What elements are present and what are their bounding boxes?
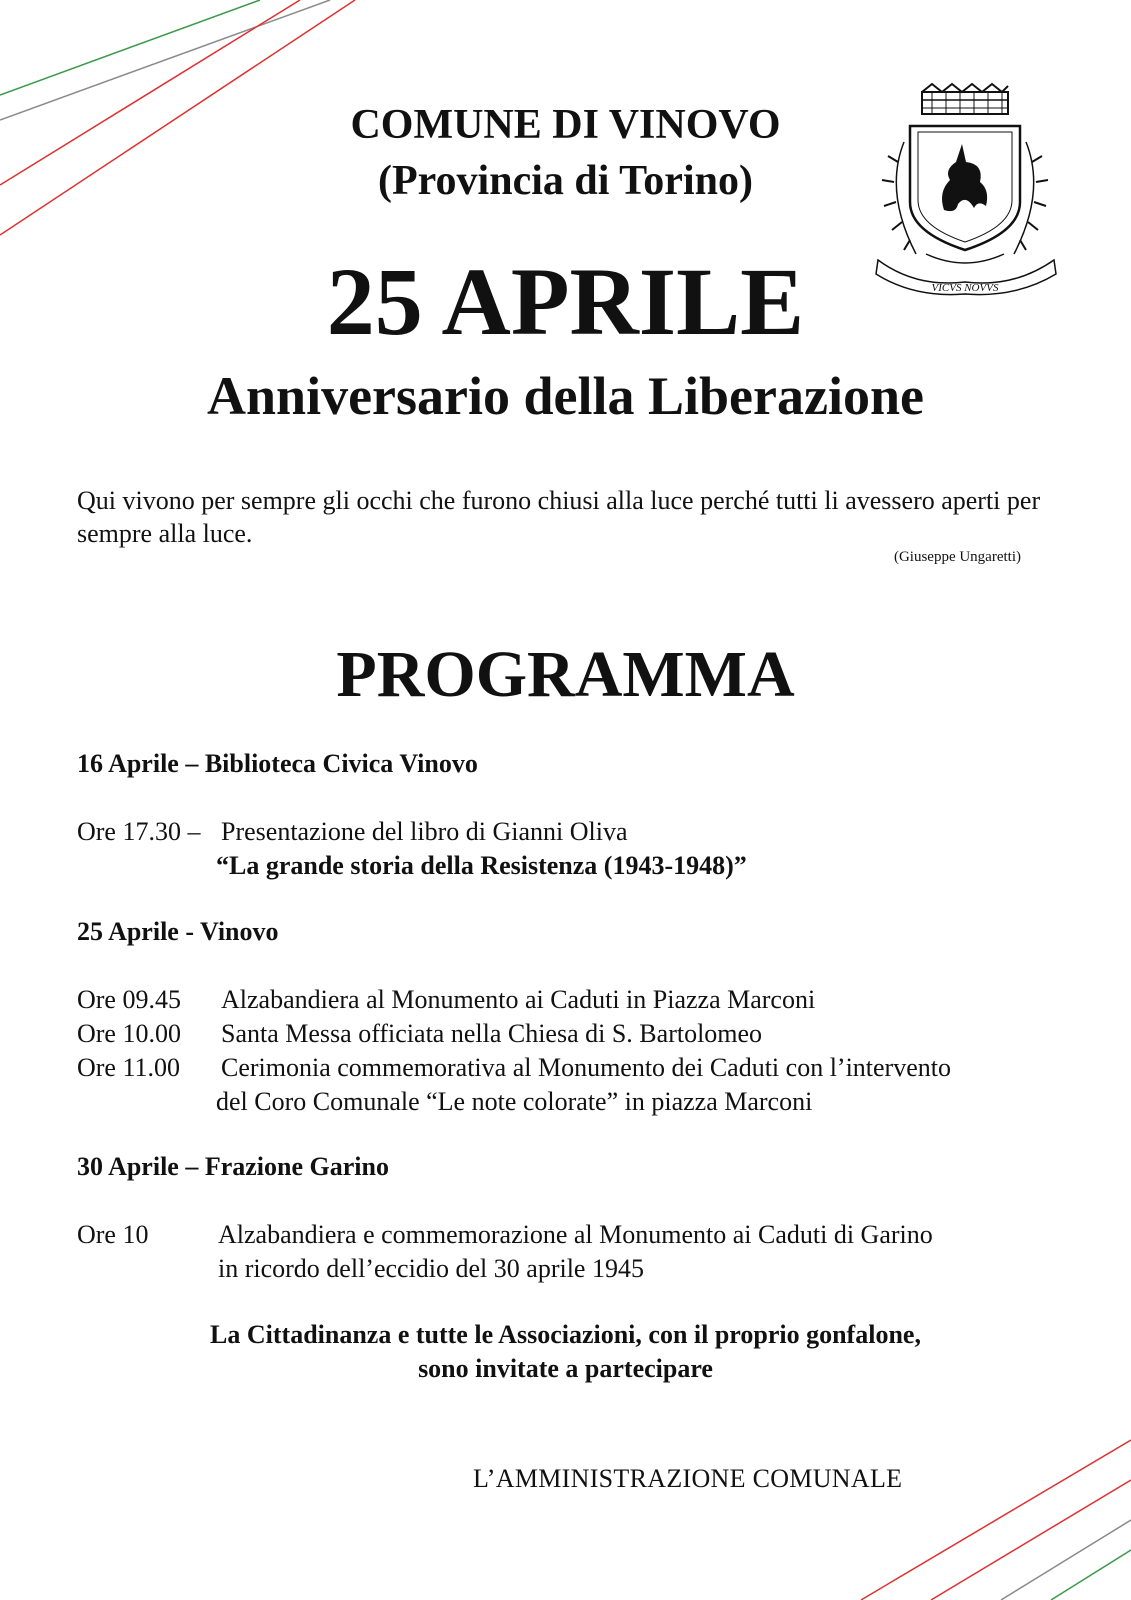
section-30-aprile-title: 30 Aprile – Frazione Garino <box>77 1152 389 1181</box>
emblem-motto: VICVS NOVVS <box>931 282 999 294</box>
programma-heading: PROGRAMMA <box>336 638 795 711</box>
comune-title: COMUNE DI VINOVO <box>350 102 781 148</box>
section-25-aprile-title: 25 Aprile - Vinovo <box>77 917 279 946</box>
item-time: Ore 10.00 <box>77 1019 181 1048</box>
item-desc: Alzabandiera al Monumento ai Caduti in Piazza Marconi <box>221 985 816 1014</box>
section-30-aprile-desc-continuation: in ricordo dell’eccidio del 30 aprile 1945 <box>218 1254 644 1283</box>
event-subtitle: Anniversario della Liberazione <box>207 366 924 426</box>
invitation-line-1: La Cittadinanza e tutte le Associazioni, con il proprio gonfalone, <box>210 1320 921 1349</box>
item-time: Ore 09.45 <box>77 985 181 1014</box>
signature: L’AMMINISTRAZIONE COMUNALE <box>473 1464 903 1493</box>
section-16-aprile-time: Ore 17.30 – <box>77 817 201 846</box>
section-30-aprile-desc: Alzabandiera e commemorazione al Monumento ai Caduti di Garino <box>218 1220 933 1249</box>
ungaretti-quote: Qui vivono per sempre gli occhi che furono chiusi alla luce perché tutti li avessero aperti per sempre alla luce. <box>77 486 1041 548</box>
item-desc: Cerimonia commemorativa al Monumento dei Caduti con l’intervento <box>221 1053 951 1082</box>
section-16-aprile-title: 16 Aprile – Biblioteca Civica Vinovo <box>77 749 478 778</box>
item-desc-continuation: del Coro Comunale “Le note colorate” in piazza Marconi <box>216 1087 813 1116</box>
provincia-subtitle: (Provincia di Torino) <box>378 158 753 204</box>
book-title: “La grande storia della Resistenza (1943-1948)” <box>216 851 747 880</box>
item-desc: Santa Messa officiata nella Chiesa di S. Bartolomeo <box>221 1019 763 1048</box>
item-time: Ore 11.00 <box>77 1053 181 1082</box>
event-date-title: 25 APRILE <box>326 248 805 355</box>
invitation-line-2: sono invitate a partecipare <box>418 1354 713 1383</box>
quote-attribution: (Giuseppe Ungaretti) <box>893 549 1021 565</box>
section-16-aprile-desc: Presentazione del libro di Gianni Oliva <box>221 817 628 846</box>
tricolor-stripes-bottom-right <box>851 1420 1131 1600</box>
section-30-aprile-time: Ore 10 <box>77 1220 149 1249</box>
